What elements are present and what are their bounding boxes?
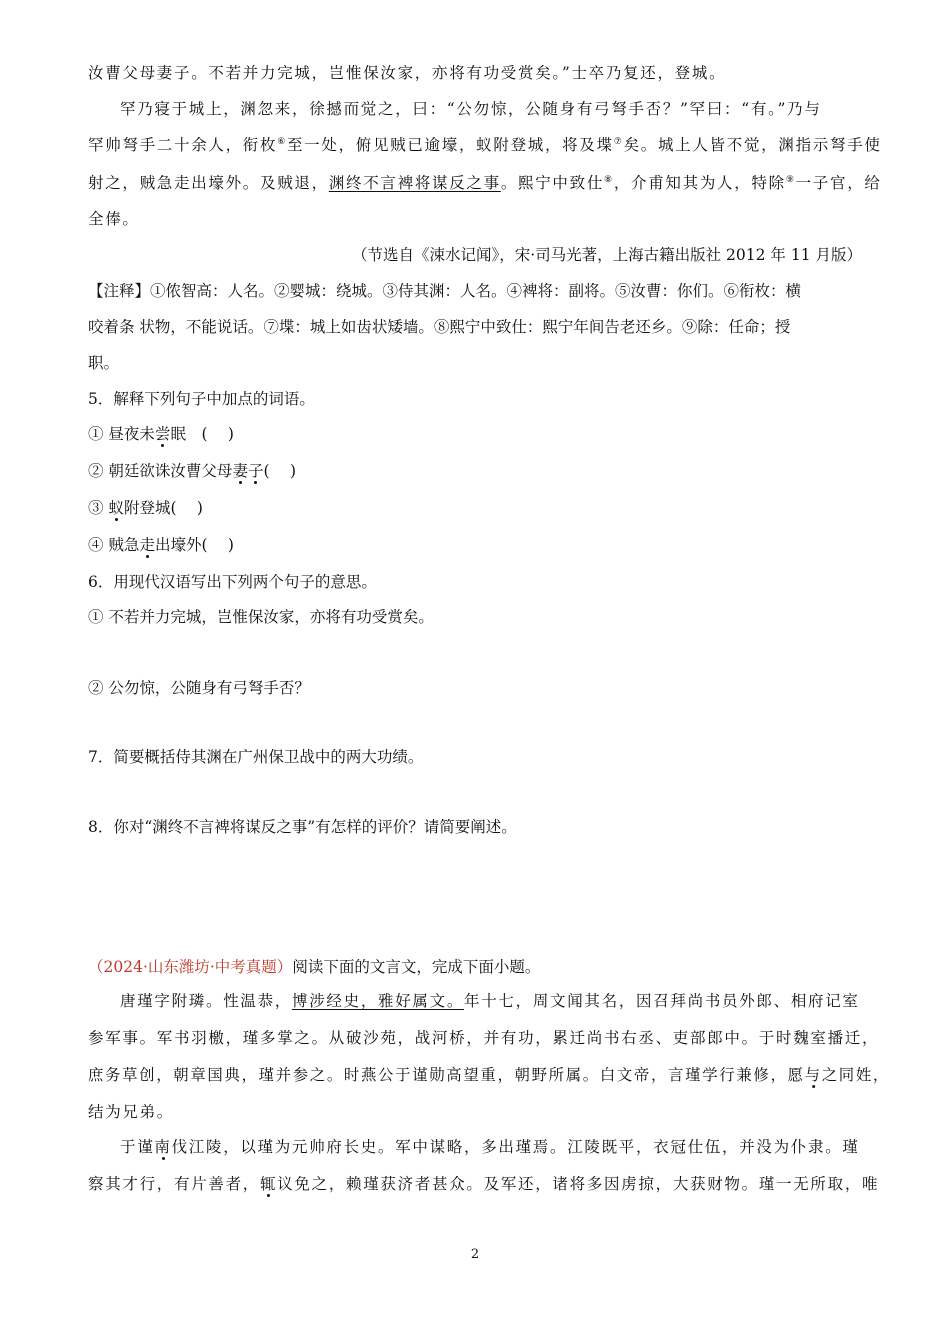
question-6-item-2: ② 公勿惊，公随身有弓弩手否？: [88, 679, 310, 697]
dotted-word: 走: [139, 536, 155, 554]
text-span: 伐江陵，以瑾为元帅府长史。军中谋略，多出瑾焉。江陵既平，衣冠仕伍，并没为仆隶。瑾: [171, 1138, 860, 1156]
text-span: 察其才行，有片善者，: [88, 1175, 261, 1193]
question-5-item-3: [88, 496, 203, 520]
text-span: 罕帅弩手二十余人，衔枚: [88, 136, 278, 154]
question-6: 6．用现代汉语写出下列两个句子的意思。: [88, 573, 377, 591]
text-span: 射之，贼急走出壕外。及贼退，: [88, 174, 329, 192]
notes-line: 职。: [88, 354, 120, 372]
passage2-line: [88, 1063, 890, 1087]
dotted-word: 尝: [154, 425, 171, 443]
text-span: ③: [88, 499, 109, 517]
question-5: 5．解释下列句子中加点的词语。: [88, 390, 315, 408]
passage2-heading: [88, 955, 540, 979]
footnote-mark: ⑥: [277, 136, 287, 147]
question-5-item-1: [88, 422, 234, 446]
exam-source-tag: （2024·山东潍坊·中考真题）: [88, 958, 293, 976]
text-span: 眠 ( ): [170, 425, 234, 443]
passage1-paragraph-line: [88, 171, 882, 195]
passage1-line: 汝曹父母妻子。不若并力完城，岂惟保汝家，亦将有功受赏矣。”士卒乃复还，登城。: [88, 64, 727, 82]
passage2-line: [120, 989, 860, 1013]
passage1-paragraph-line: 全俸。: [88, 210, 140, 228]
dotted-word: 辄: [260, 1175, 278, 1193]
notes-line: 【注释】①侬智高：人名。②婴城：绕城。③侍其渊：人名。④裨将：副将。⑤汝曹：你们。⑥衔枚：横: [88, 282, 802, 300]
text-span: 之同姓，: [821, 1066, 890, 1084]
notes-line: 咬着条 状物，不能说话。⑦堞：城上如齿状矮墙。⑧熙宁中致仕：熙宁年间告老还乡。⑨除：任命；授: [88, 318, 791, 336]
text-span: 年十七，周文闻其名，因召拜尚书员外郎、相府记室: [464, 992, 860, 1010]
question-5-item-2: [88, 459, 296, 483]
text-span: ( ): [263, 462, 296, 480]
text-span: 。熙宁中致仕: [500, 174, 605, 192]
dotted-word: 南: [154, 1138, 172, 1156]
text-span: ④ 贼急: [88, 536, 140, 554]
question-6-item-1: ① 不若并力完城，岂惟保汝家，亦将有功受赏矣。: [88, 608, 434, 626]
text-span: 于谨: [120, 1138, 155, 1156]
question-5-item-4: [88, 533, 234, 557]
text-span: 至一处，俯见贼已逾壕，蚁附登城，将及堞: [286, 136, 614, 154]
text-span: 出壕外( ): [154, 536, 234, 554]
text-span: ① 昼夜未: [88, 425, 155, 443]
passage1-paragraph-line: 罕乃寝于城上，渊忽来，徐撼而觉之，曰：“公勿惊，公随身有弓弩手否？”罕曰：“有。”乃与: [120, 100, 822, 118]
page-number: 2: [470, 1247, 480, 1262]
text-span: 庶务草创，朝章国典，瑾并参之。时燕公于谨勋高望重，朝野所属。白文帝，言瑾学行兼修，愿: [88, 1066, 805, 1084]
passage2-line: [88, 1172, 879, 1196]
passage2-line: 结为兄弟。: [88, 1103, 175, 1121]
question-8: 8．你对“渊终不言裨将谋反之事”有怎样的评价？请简要阐述。: [88, 818, 517, 836]
text-span: ② 朝廷欲诛汝曹父母: [88, 462, 233, 480]
footnote-mark: ⑨: [785, 174, 796, 185]
passage2-line: [120, 1135, 860, 1159]
passage2-line: 参军事。军书羽檄，瑾多掌之。从破沙苑，战河桥，并有功，累迁尚书右丞、吏部郎中。于时魏室播迁，: [88, 1029, 880, 1047]
text-span: 唐瑾字附璘。性温恭，: [120, 992, 293, 1010]
instruction-text: 阅读下面的文言文，完成下面小题。: [292, 958, 541, 976]
text-span: 一子官，给: [795, 174, 882, 192]
footnote-mark: ⑦: [613, 136, 624, 147]
text-span: ，介甫知其为人，特除: [613, 174, 786, 192]
text-span: 附登城( ): [123, 499, 203, 517]
footnote-mark: ⑧: [604, 174, 614, 185]
dotted-word: 与: [804, 1066, 822, 1084]
underlined-sentence: 博涉经史，雅好属文。: [292, 992, 465, 1010]
dotted-word: 妻: [232, 462, 248, 480]
text-span: 矣。城上人皆不觉，渊指示弩手使: [623, 136, 882, 154]
text-span: 议免之，赖瑾获济者甚众。及军还，诸将多因虏掠，大获财物。瑾一无所取，唯: [277, 1175, 880, 1193]
underlined-sentence: 渊终不言裨将谋反之事: [328, 174, 501, 192]
source-citation: （节选自《涑水记闻》，宋·司马光著，上海古籍出版社 2012 年 11 月版）: [351, 246, 862, 264]
passage1-paragraph-line: [88, 133, 882, 157]
question-7: 7．简要概括侍其渊在广州保卫战中的两大功绩。: [88, 748, 424, 766]
dotted-word: 蚁: [108, 499, 124, 517]
dotted-word: 子: [247, 462, 264, 480]
